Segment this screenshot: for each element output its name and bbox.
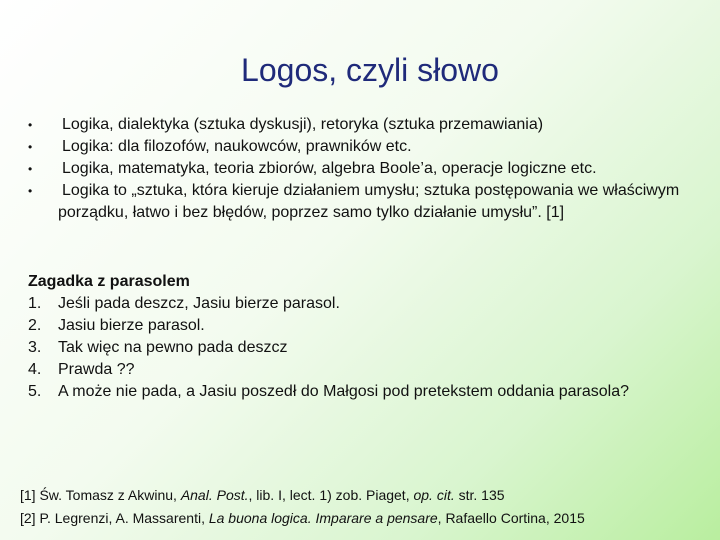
riddle-list [28, 293, 688, 403]
riddle-item [28, 293, 688, 315]
reference-italic: La buona logica. Imparare a pensare [208, 510, 438, 526]
riddle-section [28, 271, 688, 403]
bullet-item [28, 158, 688, 180]
riddle-text: A może nie pada, a Jasiu poszedł do Małgosi pod pretekstem oddania parasola? [58, 383, 630, 400]
bullet-icon: • [28, 162, 33, 176]
riddle-text: Tak więc na pewno pada deszcz [58, 339, 288, 356]
reference-text: , Rafaello Cortina, 2015 [437, 510, 585, 526]
bullet-icon: • [28, 184, 33, 198]
bullet-item [28, 180, 688, 224]
reference-2 [20, 507, 710, 530]
bullet-list [28, 114, 688, 224]
bullet-text: Logika to „sztuka, która kieruje działaniem umysłu; sztuka postępowania we właściwym porządku, łatwo i bez błędów, poprzez samo tylko działanie umysłu”. [1] [58, 182, 680, 221]
bullet-text: Logika, matematyka, teoria zbiorów, algebra Boole’a, operacje logiczne etc. [62, 160, 597, 177]
riddle-text: Jasiu bierze parasol. [58, 317, 205, 334]
riddle-item [28, 381, 688, 403]
reference-italic: Anal. Post. [180, 487, 249, 503]
riddle-number: 1. [28, 295, 42, 312]
reference-1 [20, 484, 710, 507]
reference-text: [1] Św. Tomasz z Akwinu, [20, 487, 181, 503]
reference-italic: op. cit. [413, 487, 455, 503]
bullet-text: Logika: dla filozofów, naukowców, prawników etc. [62, 138, 412, 155]
bullet-icon: • [28, 118, 33, 132]
riddle-number: 3. [28, 339, 42, 356]
slide-title: Logos, czyli słowo [241, 52, 499, 88]
reference-text: , lib. I, lect. 1) zob. Piaget, [248, 487, 414, 503]
riddle-item [28, 359, 688, 381]
reference-text: str. 135 [454, 487, 505, 503]
reference-text: [2] P. Legrenzi, A. Massarenti, [20, 510, 209, 526]
riddle-text: Prawda ?? [58, 361, 135, 378]
riddle-text: Jeśli pada deszcz, Jasiu bierze parasol. [58, 295, 340, 312]
bullet-icon: • [28, 140, 33, 154]
riddle-number: 5. [28, 383, 42, 400]
bullet-item [28, 114, 688, 136]
references [20, 484, 710, 530]
riddle-title: Zagadka z parasolem [28, 273, 190, 290]
bullet-item [28, 136, 688, 158]
riddle-item [28, 337, 688, 359]
riddle-number: 4. [28, 361, 42, 378]
bullet-text: Logika, dialektyka (sztuka dyskusji), retoryka (sztuka przemawiania) [62, 116, 544, 133]
riddle-number: 2. [28, 317, 42, 334]
riddle-item [28, 315, 688, 337]
